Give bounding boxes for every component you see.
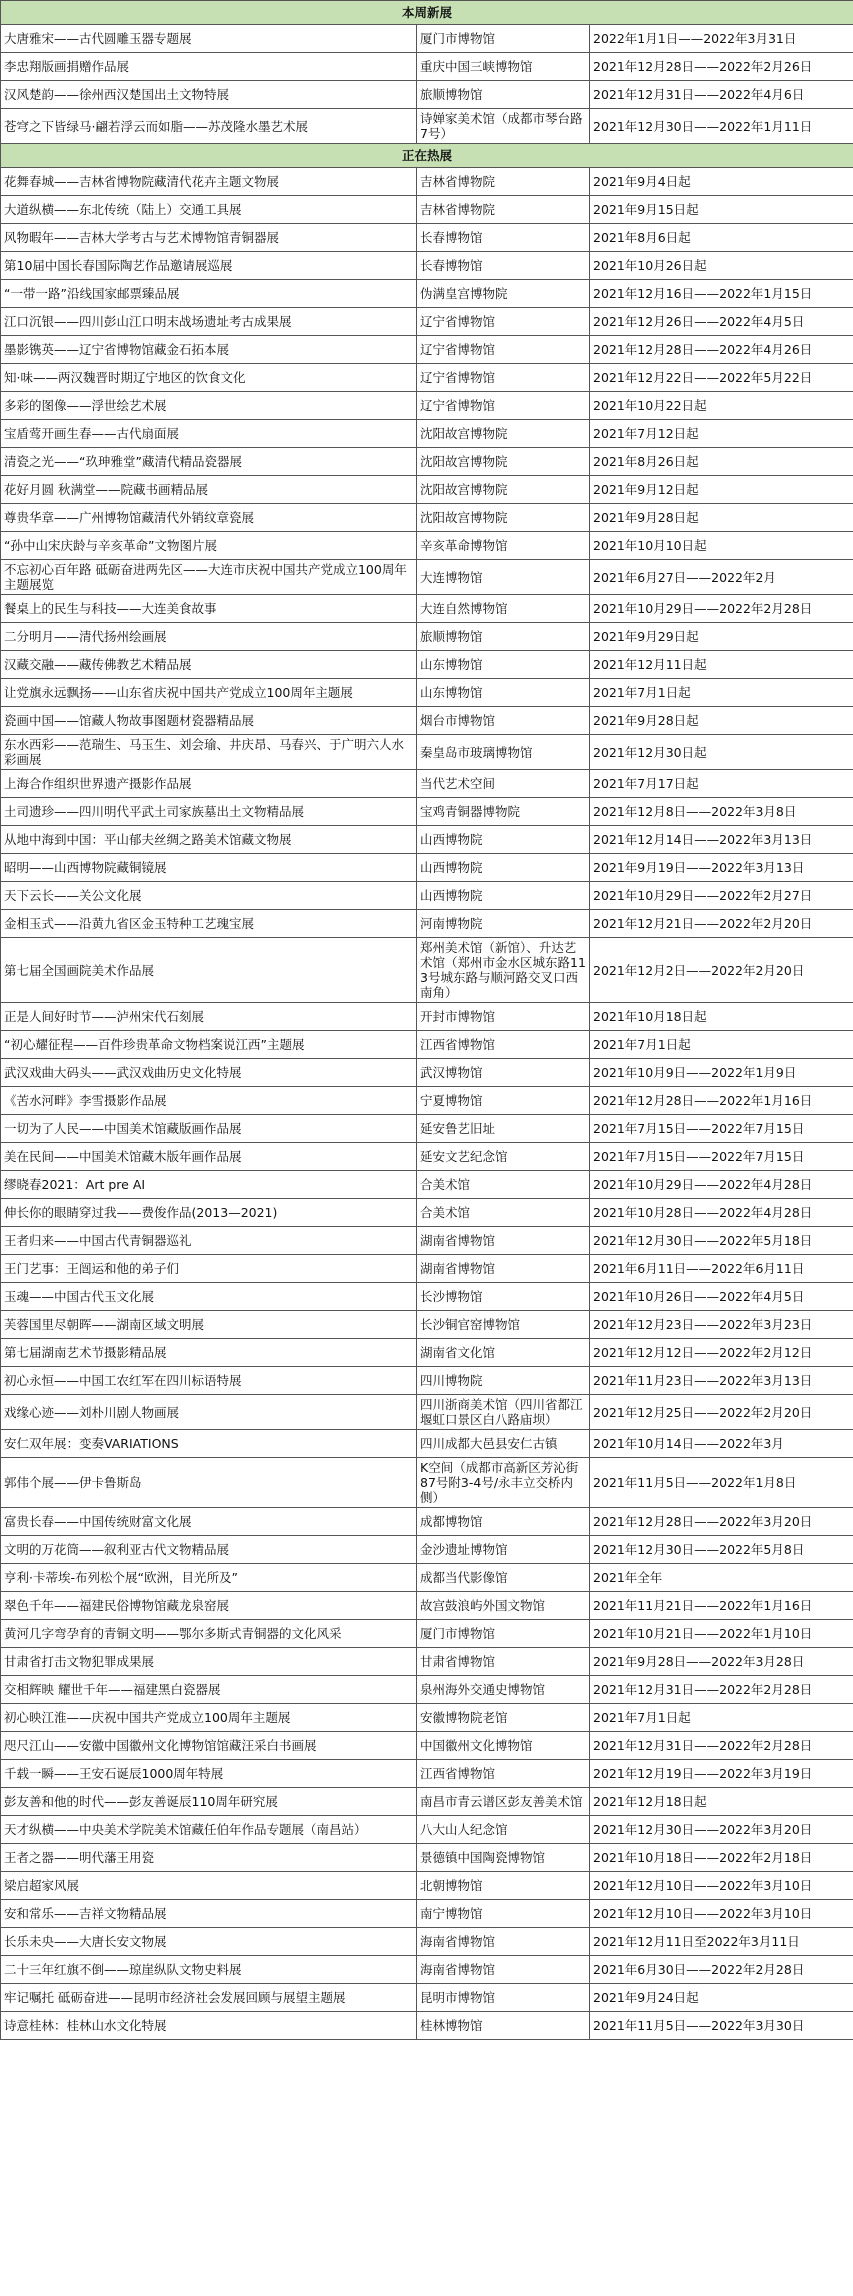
date-cell: 2021年9月12日起 xyxy=(590,476,853,504)
date-cell: 2021年9月19日——2022年3月13日 xyxy=(590,854,853,882)
exhibition-name-cell: 美在民间——中国美术馆藏木版年画作品展 xyxy=(1,1143,417,1171)
exhibition-name-cell: 金相玉式——沿黄九省区金玉特种工艺瑰宝展 xyxy=(1,910,417,938)
exhibition-name-cell: 王门艺事：王闿运和他的弟子们 xyxy=(1,1255,417,1283)
table-row xyxy=(1,1255,853,1283)
venue-cell: 辽宁省博物馆 xyxy=(417,336,590,364)
venue-cell: 厦门市博物馆 xyxy=(417,25,590,53)
exhibition-name-cell: 初心映江淮——庆祝中国共产党成立100周年主题展 xyxy=(1,1704,417,1732)
exhibition-name-cell: 风物暇年——吉林大学考古与艺术博物馆青铜器展 xyxy=(1,224,417,252)
table-row xyxy=(1,81,853,109)
date-cell: 2021年7月1日起 xyxy=(590,679,853,707)
venue-cell: 四川浙商美术馆（四川省都江堰虹口景区白八路庙坝） xyxy=(417,1395,590,1430)
venue-cell: 延安鲁艺旧址 xyxy=(417,1115,590,1143)
date-cell: 2021年12月22日——2022年5月22日 xyxy=(590,364,853,392)
date-cell: 2021年10月29日——2022年2月28日 xyxy=(590,595,853,623)
date-cell: 2021年12月28日——2022年1月16日 xyxy=(590,1087,853,1115)
venue-cell: 成都当代影像馆 xyxy=(417,1564,590,1592)
table-row xyxy=(1,1458,853,1508)
venue-cell: 中国徽州文化博物馆 xyxy=(417,1732,590,1760)
venue-cell: 江西省博物馆 xyxy=(417,1760,590,1788)
date-cell: 2021年10月29日——2022年2月27日 xyxy=(590,882,853,910)
table-row xyxy=(1,168,853,196)
table-row xyxy=(1,532,853,560)
date-cell: 2021年12月10日——2022年3月10日 xyxy=(590,1900,853,1928)
section-title: 正在热展 xyxy=(1,144,853,168)
venue-cell: 吉林省博物院 xyxy=(417,168,590,196)
table-row xyxy=(1,420,853,448)
table-row xyxy=(1,1928,853,1956)
venue-cell: 海南省博物馆 xyxy=(417,1928,590,1956)
date-cell: 2021年10月18日起 xyxy=(590,1003,853,1031)
venue-cell: 合美术馆 xyxy=(417,1171,590,1199)
venue-cell: 成都博物馆 xyxy=(417,1508,590,1536)
date-cell: 2021年12月12日——2022年2月12日 xyxy=(590,1339,853,1367)
exhibition-name-cell: 不忘初心百年路 砥砺奋进两先区——大连市庆祝中国共产党成立100周年主题展览 xyxy=(1,560,417,595)
exhibition-name-cell: 郭伟个展——伊卡鲁斯岛 xyxy=(1,1458,417,1508)
table-row xyxy=(1,25,853,53)
venue-cell: 四川博物院 xyxy=(417,1367,590,1395)
exhibition-name-cell: 文明的万花筒——叙利亚古代文物精品展 xyxy=(1,1536,417,1564)
table-row xyxy=(1,1816,853,1844)
venue-cell: 合美术馆 xyxy=(417,1199,590,1227)
exhibition-name-cell: 安和常乐——吉祥文物精品展 xyxy=(1,1900,417,1928)
venue-cell: 山西博物院 xyxy=(417,826,590,854)
exhibition-name-cell: 甘肃省打击文物犯罪成果展 xyxy=(1,1648,417,1676)
table-row xyxy=(1,651,853,679)
section-header xyxy=(1,1,853,25)
table-row xyxy=(1,1620,853,1648)
venue-cell: 辽宁省博物馆 xyxy=(417,364,590,392)
date-cell: 2021年12月26日——2022年4月5日 xyxy=(590,308,853,336)
table-row xyxy=(1,1732,853,1760)
table-row xyxy=(1,476,853,504)
table-row xyxy=(1,224,853,252)
date-cell: 2021年12月30日起 xyxy=(590,735,853,770)
table-row xyxy=(1,1900,853,1928)
venue-cell: 辽宁省博物馆 xyxy=(417,392,590,420)
exhibition-name-cell: 翠色千年——福建民俗博物馆藏龙泉窑展 xyxy=(1,1592,417,1620)
exhibition-name-cell: 第10届中国长春国际陶艺作品邀请展巡展 xyxy=(1,252,417,280)
exhibition-name-cell: 武汉戏曲大码头——武汉戏曲历史文化特展 xyxy=(1,1059,417,1087)
date-cell: 2021年12月23日——2022年3月23日 xyxy=(590,1311,853,1339)
table-row xyxy=(1,1984,853,2012)
exhibition-name-cell: 富贵长春——中国传统财富文化展 xyxy=(1,1508,417,1536)
date-cell: 2021年9月28日——2022年3月28日 xyxy=(590,1648,853,1676)
date-cell: 2021年6月11日——2022年6月11日 xyxy=(590,1255,853,1283)
date-cell: 2021年12月30日——2022年3月20日 xyxy=(590,1816,853,1844)
date-cell: 2021年12月30日——2022年5月18日 xyxy=(590,1227,853,1255)
venue-cell: 山东博物馆 xyxy=(417,651,590,679)
table-row xyxy=(1,910,853,938)
table-row xyxy=(1,623,853,651)
venue-cell: 金沙遗址博物馆 xyxy=(417,1536,590,1564)
date-cell: 2021年9月29日起 xyxy=(590,623,853,651)
table-row xyxy=(1,1592,853,1620)
table-row xyxy=(1,280,853,308)
exhibition-name-cell: 王者之器——明代藩王用瓷 xyxy=(1,1844,417,1872)
date-cell: 2021年7月15日——2022年7月15日 xyxy=(590,1143,853,1171)
table-row xyxy=(1,1564,853,1592)
venue-cell: 湖南省博物馆 xyxy=(417,1255,590,1283)
table-row xyxy=(1,854,853,882)
venue-cell: 南昌市青云谱区彭友善美术馆 xyxy=(417,1788,590,1816)
table-row xyxy=(1,1171,853,1199)
exhibition-name-cell: 缪晓春2021：Art pre AI xyxy=(1,1171,417,1199)
venue-cell: 烟台市博物馆 xyxy=(417,707,590,735)
exhibition-name-cell: 花好月圆 秋满堂——院藏书画精品展 xyxy=(1,476,417,504)
date-cell: 2021年12月31日——2022年2月28日 xyxy=(590,1732,853,1760)
venue-cell: 长春博物馆 xyxy=(417,252,590,280)
exhibition-name-cell: 大唐雅宋——古代圆雕玉器专题展 xyxy=(1,25,417,53)
venue-cell: 武汉博物馆 xyxy=(417,1059,590,1087)
exhibition-name-cell: 昭明——山西博物院藏铜镜展 xyxy=(1,854,417,882)
table-row xyxy=(1,336,853,364)
date-cell: 2021年8月6日起 xyxy=(590,224,853,252)
exhibition-name-cell: 让党旗永远飘扬——山东省庆祝中国共产党成立100周年主题展 xyxy=(1,679,417,707)
date-cell: 2021年10月28日——2022年4月28日 xyxy=(590,1199,853,1227)
exhibition-name-cell: 上海合作组织世界遗产摄影作品展 xyxy=(1,770,417,798)
venue-cell: 长沙铜官窑博物馆 xyxy=(417,1311,590,1339)
exhibition-name-cell: 黄河几字弯孕育的青铜文明——鄂尔多斯式青铜器的文化风采 xyxy=(1,1620,417,1648)
date-cell: 2021年12月30日——2022年1月11日 xyxy=(590,109,853,144)
date-cell: 2021年10月9日——2022年1月9日 xyxy=(590,1059,853,1087)
exhibition-name-cell: “孙中山宋庆龄与辛亥革命”文物图片展 xyxy=(1,532,417,560)
exhibition-name-cell: 芙蓉国里尽朝晖——湖南区域文明展 xyxy=(1,1311,417,1339)
exhibition-name-cell: 李忠翔版画捐赠作品展 xyxy=(1,53,417,81)
table-row xyxy=(1,252,853,280)
exhibition-name-cell: 第七届湖南艺术节摄影精品展 xyxy=(1,1339,417,1367)
date-cell: 2021年6月27日——2022年2月 xyxy=(590,560,853,595)
exhibition-name-cell: 一切为了人民——中国美术馆藏版画作品展 xyxy=(1,1115,417,1143)
exhibition-name-cell: 尊贵华章——广州博物馆藏清代外销纹章瓷展 xyxy=(1,504,417,532)
venue-cell: 沈阳故宫博物院 xyxy=(417,476,590,504)
table-row xyxy=(1,1115,853,1143)
date-cell: 2021年6月30日——2022年2月28日 xyxy=(590,1956,853,1984)
date-cell: 2021年11月23日——2022年3月13日 xyxy=(590,1367,853,1395)
table-row xyxy=(1,504,853,532)
venue-cell: 大连博物馆 xyxy=(417,560,590,595)
table-row xyxy=(1,1788,853,1816)
table-row xyxy=(1,1059,853,1087)
date-cell: 2021年全年 xyxy=(590,1564,853,1592)
date-cell: 2021年10月21日——2022年1月10日 xyxy=(590,1620,853,1648)
exhibition-name-cell: 二十三年红旗不倒——琼崖纵队文物史料展 xyxy=(1,1956,417,1984)
exhibition-name-cell: 王者归来——中国古代青铜器巡礼 xyxy=(1,1227,417,1255)
date-cell: 2021年12月14日——2022年3月13日 xyxy=(590,826,853,854)
exhibition-name-cell: 从地中海到中国：平山郁夫丝绸之路美术馆藏文物展 xyxy=(1,826,417,854)
exhibition-name-cell: 土司遗珍——四川明代平武土司家族墓出土文物精品展 xyxy=(1,798,417,826)
table-row xyxy=(1,1760,853,1788)
exhibition-name-cell: “一带一路”沿线国家邮票臻品展 xyxy=(1,280,417,308)
table-row xyxy=(1,196,853,224)
exhibition-name-cell: 多彩的图像——浮世绘艺术展 xyxy=(1,392,417,420)
table-row xyxy=(1,1227,853,1255)
venue-cell: 吉林省博物院 xyxy=(417,196,590,224)
venue-cell: 桂林博物馆 xyxy=(417,2012,590,2040)
exhibition-name-cell: 宝盾莺开画生春——古代扇面展 xyxy=(1,420,417,448)
date-cell: 2021年7月12日起 xyxy=(590,420,853,448)
exhibition-name-cell: 伸长你的眼睛穿过我——费俊作品(2013—2021) xyxy=(1,1199,417,1227)
date-cell: 2021年7月17日起 xyxy=(590,770,853,798)
date-cell: 2021年9月4日起 xyxy=(590,168,853,196)
venue-cell: 旅顺博物馆 xyxy=(417,623,590,651)
date-cell: 2021年10月26日——2022年4月5日 xyxy=(590,1283,853,1311)
date-cell: 2021年10月26日起 xyxy=(590,252,853,280)
date-cell: 2021年11月21日——2022年1月16日 xyxy=(590,1592,853,1620)
exhibition-name-cell: 墨影镌英——辽宁省博物馆藏金石拓本展 xyxy=(1,336,417,364)
exhibition-name-cell: 玉魂——中国古代玉文化展 xyxy=(1,1283,417,1311)
venue-cell: 郑州美术馆（新馆）、升达艺术馆（郑州市金水区城东路113号城东路与顺河路交叉口西南角） xyxy=(417,938,590,1003)
date-cell: 2021年12月11日起 xyxy=(590,651,853,679)
table-row xyxy=(1,770,853,798)
date-cell: 2021年7月1日起 xyxy=(590,1031,853,1059)
exhibition-name-cell: 千载一瞬——王安石诞辰1000周年特展 xyxy=(1,1760,417,1788)
table-row xyxy=(1,1311,853,1339)
exhibition-name-cell: 长乐未央——大唐长安文物展 xyxy=(1,1928,417,1956)
venue-cell: 辛亥革命博物馆 xyxy=(417,532,590,560)
date-cell: 2021年12月25日——2022年2月20日 xyxy=(590,1395,853,1430)
table-row xyxy=(1,938,853,1003)
exhibition-name-cell: 知·味——两汉魏晋时期辽宁地区的饮食文化 xyxy=(1,364,417,392)
exhibition-name-cell: 汉风楚韵——徐州西汉楚国出土文物特展 xyxy=(1,81,417,109)
venue-cell: 辽宁省博物馆 xyxy=(417,308,590,336)
exhibition-name-cell: 江口沉银——四川彭山江口明末战场遗址考古成果展 xyxy=(1,308,417,336)
table-row xyxy=(1,560,853,595)
exhibition-name-cell: 天下云长——关公文化展 xyxy=(1,882,417,910)
table-row xyxy=(1,1676,853,1704)
venue-cell: 宁夏博物馆 xyxy=(417,1087,590,1115)
date-cell: 2021年12月28日——2022年3月20日 xyxy=(590,1508,853,1536)
exhibition-name-cell: 戏缘心迹——刘朴川剧人物画展 xyxy=(1,1395,417,1430)
venue-cell: 北朝博物馆 xyxy=(417,1872,590,1900)
table-row xyxy=(1,448,853,476)
venue-cell: 南宁博物馆 xyxy=(417,1900,590,1928)
date-cell: 2021年10月10日起 xyxy=(590,532,853,560)
venue-cell: 安徽博物院老馆 xyxy=(417,1704,590,1732)
table-row xyxy=(1,1844,853,1872)
table-row xyxy=(1,1199,853,1227)
table-row xyxy=(1,1508,853,1536)
table-row xyxy=(1,707,853,735)
table-row xyxy=(1,1003,853,1031)
table-row xyxy=(1,679,853,707)
exhibition-name-cell: 第七届全国画院美术作品展 xyxy=(1,938,417,1003)
exhibition-name-cell: 大道纵横——东北传统（陆上）交通工具展 xyxy=(1,196,417,224)
exhibition-name-cell: 初心永恒——中国工农红军在四川标语特展 xyxy=(1,1367,417,1395)
exhibition-name-cell: 花舞春城——吉林省博物院藏清代花卉主题文物展 xyxy=(1,168,417,196)
exhibition-name-cell: 苍穹之下皆绿马·翩若浮云而如脂——苏茂隆水墨艺术展 xyxy=(1,109,417,144)
table-row xyxy=(1,1283,853,1311)
exhibition-name-cell: 交相辉映 耀世千年——福建黑白瓷器展 xyxy=(1,1676,417,1704)
venue-cell: 厦门市博物馆 xyxy=(417,1620,590,1648)
table-row xyxy=(1,364,853,392)
exhibition-name-cell: 东水西彩——范瑞生、马玉生、刘会瑜、井庆昂、马春兴、于广明六人水彩画展 xyxy=(1,735,417,770)
table-row xyxy=(1,53,853,81)
table-row xyxy=(1,1704,853,1732)
exhibition-name-cell: 牢记嘱托 砥砺奋进——昆明市经济社会发展回顾与展望主题展 xyxy=(1,1984,417,2012)
date-cell: 2021年12月21日——2022年2月20日 xyxy=(590,910,853,938)
date-cell: 2021年9月24日起 xyxy=(590,1984,853,2012)
venue-cell: 山西博物院 xyxy=(417,854,590,882)
venue-cell: 海南省博物馆 xyxy=(417,1956,590,1984)
venue-cell: 重庆中国三峡博物馆 xyxy=(417,53,590,81)
table-row xyxy=(1,882,853,910)
exhibition-name-cell: 清瓷之光——“玖珅雅堂”藏清代精品瓷器展 xyxy=(1,448,417,476)
exhibition-name-cell: 《苦水河畔》李雪摄影作品展 xyxy=(1,1087,417,1115)
date-cell: 2021年12月31日——2022年2月28日 xyxy=(590,1676,853,1704)
exhibition-name-cell: 正是人间好时节——泸州宋代石刻展 xyxy=(1,1003,417,1031)
venue-cell: 宝鸡青铜器博物院 xyxy=(417,798,590,826)
exhibition-name-cell: 安仁双年展：变奏VARIATIONS xyxy=(1,1430,417,1458)
venue-cell: 长沙博物馆 xyxy=(417,1283,590,1311)
venue-cell: 江西省博物馆 xyxy=(417,1031,590,1059)
date-cell: 2021年12月2日——2022年2月20日 xyxy=(590,938,853,1003)
date-cell: 2021年7月1日起 xyxy=(590,1704,853,1732)
table-row xyxy=(1,826,853,854)
venue-cell: 沈阳故宫博物院 xyxy=(417,448,590,476)
venue-cell: 四川成都大邑县安仁古镇 xyxy=(417,1430,590,1458)
date-cell: 2021年12月8日——2022年3月8日 xyxy=(590,798,853,826)
table-row xyxy=(1,392,853,420)
date-cell: 2021年12月30日——2022年5月8日 xyxy=(590,1536,853,1564)
date-cell: 2021年10月14日——2022年3月 xyxy=(590,1430,853,1458)
date-cell: 2021年8月26日起 xyxy=(590,448,853,476)
venue-cell: 开封市博物馆 xyxy=(417,1003,590,1031)
venue-cell: 景德镇中国陶瓷博物馆 xyxy=(417,1844,590,1872)
venue-cell: 大连自然博物馆 xyxy=(417,595,590,623)
date-cell: 2021年11月5日——2022年1月8日 xyxy=(590,1458,853,1508)
venue-cell: 沈阳故宫博物院 xyxy=(417,420,590,448)
table-row xyxy=(1,2012,853,2040)
venue-cell: 山东博物馆 xyxy=(417,679,590,707)
venue-cell: 延安文艺纪念馆 xyxy=(417,1143,590,1171)
table-row xyxy=(1,735,853,770)
venue-cell: 湖南省博物馆 xyxy=(417,1227,590,1255)
date-cell: 2021年10月29日——2022年4月28日 xyxy=(590,1171,853,1199)
venue-cell: 泉州海外交通史博物馆 xyxy=(417,1676,590,1704)
table-row xyxy=(1,595,853,623)
table-row xyxy=(1,1087,853,1115)
venue-cell: 八大山人纪念馆 xyxy=(417,1816,590,1844)
venue-cell: K空间（成都市高新区芳沁街87号附3-4号/永丰立交桥内侧） xyxy=(417,1458,590,1508)
date-cell: 2021年12月28日——2022年2月26日 xyxy=(590,53,853,81)
venue-cell: 湖南省文化馆 xyxy=(417,1339,590,1367)
table-row xyxy=(1,1367,853,1395)
date-cell: 2021年10月18日——2022年2月18日 xyxy=(590,1844,853,1872)
venue-cell: 沈阳故宫博物院 xyxy=(417,504,590,532)
exhibition-name-cell: 餐桌上的民生与科技——大连美食故事 xyxy=(1,595,417,623)
date-cell: 2021年12月10日——2022年3月10日 xyxy=(590,1872,853,1900)
venue-cell: 河南博物院 xyxy=(417,910,590,938)
date-cell: 2021年12月11日至2022年3月11日 xyxy=(590,1928,853,1956)
venue-cell: 长春博物馆 xyxy=(417,224,590,252)
exhibition-name-cell: 彭友善和他的时代——彭友善诞辰110周年研究展 xyxy=(1,1788,417,1816)
date-cell: 2021年7月15日——2022年7月15日 xyxy=(590,1115,853,1143)
exhibition-name-cell: 汉藏交融——藏传佛教艺术精品展 xyxy=(1,651,417,679)
venue-cell: 旅顺博物馆 xyxy=(417,81,590,109)
venue-cell: 山西博物院 xyxy=(417,882,590,910)
venue-cell: 秦皇岛市玻璃博物馆 xyxy=(417,735,590,770)
table-row xyxy=(1,308,853,336)
date-cell: 2021年9月15日起 xyxy=(590,196,853,224)
table-row xyxy=(1,1339,853,1367)
date-cell: 2021年12月18日起 xyxy=(590,1788,853,1816)
date-cell: 2021年12月19日——2022年3月19日 xyxy=(590,1760,853,1788)
table-row xyxy=(1,109,853,144)
table-row xyxy=(1,1648,853,1676)
exhibition-name-cell: 亨利·卡蒂埃-布列松个展“欧洲，目光所及” xyxy=(1,1564,417,1592)
exhibition-name-cell: 天才纵横——中央美术学院美术馆藏任伯年作品专题展（南昌站） xyxy=(1,1816,417,1844)
table-row xyxy=(1,1395,853,1430)
table-row xyxy=(1,1956,853,1984)
venue-cell: 当代艺术空间 xyxy=(417,770,590,798)
table-row xyxy=(1,1430,853,1458)
date-cell: 2021年9月28日起 xyxy=(590,707,853,735)
exhibition-name-cell: 二分明月——清代扬州绘画展 xyxy=(1,623,417,651)
date-cell: 2022年1月1日——2022年3月31日 xyxy=(590,25,853,53)
table-row xyxy=(1,1872,853,1900)
section-title: 本周新展 xyxy=(1,1,853,25)
exhibition-name-cell: 瓷画中国——馆藏人物故事图题材瓷器精品展 xyxy=(1,707,417,735)
venue-cell: 伪满皇宫博物院 xyxy=(417,280,590,308)
date-cell: 2021年12月28日——2022年4月26日 xyxy=(590,336,853,364)
exhibition-name-cell: 梁启超家风展 xyxy=(1,1872,417,1900)
exhibition-name-cell: 咫尺江山——安徽中国徽州文化博物馆馆藏汪采白书画展 xyxy=(1,1732,417,1760)
table-row xyxy=(1,1536,853,1564)
date-cell: 2021年11月5日——2022年3月30日 xyxy=(590,2012,853,2040)
exhibition-name-cell: “初心耀征程——百件珍贵革命文物档案说江西”主题展 xyxy=(1,1031,417,1059)
table-row xyxy=(1,798,853,826)
date-cell: 2021年12月16日——2022年1月15日 xyxy=(590,280,853,308)
venue-cell: 故宫鼓浪屿外国文物馆 xyxy=(417,1592,590,1620)
exhibition-name-cell: 诗意桂林：桂林山水文化特展 xyxy=(1,2012,417,2040)
table-row xyxy=(1,1143,853,1171)
section-header xyxy=(1,144,853,168)
venue-cell: 甘肃省博物馆 xyxy=(417,1648,590,1676)
date-cell: 2021年10月22日起 xyxy=(590,392,853,420)
venue-cell: 昆明市博物馆 xyxy=(417,1984,590,2012)
venue-cell: 诗婵家美术馆（成都市琴台路7号） xyxy=(417,109,590,144)
table-row xyxy=(1,1031,853,1059)
date-cell: 2021年12月31日——2022年4月6日 xyxy=(590,81,853,109)
date-cell: 2021年9月28日起 xyxy=(590,504,853,532)
